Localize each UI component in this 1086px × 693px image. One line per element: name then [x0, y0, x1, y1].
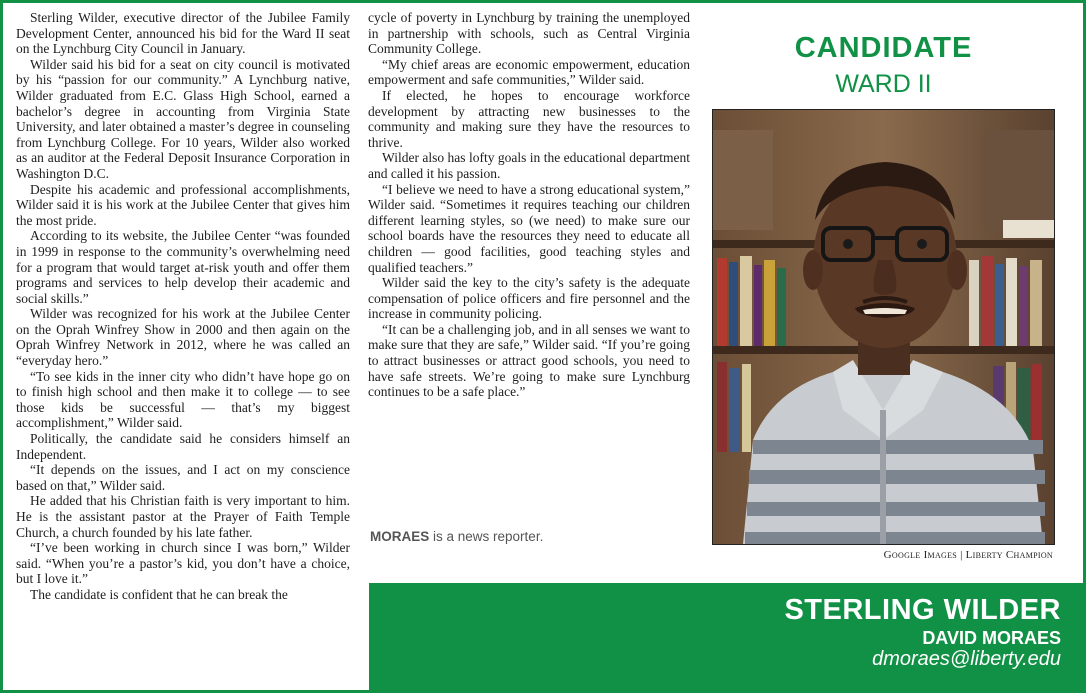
paragraph: Despite his academic and professional accomplishments, Wilder said it is his work at the Jubilee Center that gives him the most pride.: [16, 181, 350, 228]
candidate-name: STERLING WILDER: [784, 594, 1061, 626]
headline-banner: [369, 583, 1083, 690]
article-column-1: [16, 10, 350, 603]
paragraph: cycle of poverty in Lynchburg by training the unemployed in partnership with schools, such as Central Virginia Community College.: [368, 10, 690, 57]
paragraph: Wilder also has lofty goals in the educational department and called it his passion.: [368, 150, 690, 181]
author-email[interactable]: dmoraes@liberty.edu: [872, 648, 1061, 670]
byline-name: MORAES: [370, 529, 430, 544]
byline-text: is a news reporter.: [429, 529, 544, 544]
paragraph: The candidate is confident that he can break the: [30, 586, 288, 602]
portrait-illustration: [713, 110, 1054, 544]
paragraph: “It depends on the issues, and I act on my conscience based on that,” Wilder said.: [16, 462, 350, 493]
author-byline: [370, 529, 543, 544]
photo-credit: Google Images | Liberty Champion: [883, 549, 1053, 561]
paragraph: Wilder said his bid for a seat on city council is motivated by his “passion for our community.” A Lynchburg native, Wilder graduated from E.C. Glass High School, earned a bachelor’s degree in accounting from Virginia State University, and later obtained a master’s degree in counseling from Lynchburg College. For 10 years, Wilder also worked as an auditor at the Federal Deposit Insurance Corporation in Washington D.C.: [16, 56, 350, 181]
article-column-2: [368, 10, 690, 400]
paragraph: Wilder said the key to the city’s safety is the adequate compensation of police officers and fire personnel and the increase in community policing.: [368, 275, 690, 322]
candidate-photo: [712, 109, 1055, 545]
author-name: DAVID MORAES: [922, 628, 1061, 648]
paragraph: “It can be a challenging job, and in all senses we want to make sure that they are safe,” Wilder said. “If you’re going to attract businesses or attract good schools, you need to have safe streets. We’re going to make sure Lynchburg continues to be a safe place.”: [368, 321, 690, 400]
paragraph: According to its website, the Jubilee Center “was founded in 1999 in response to the community’s overwhelming need for a program that would target at-risk youth and offer them programs and services to help develop their academic and social skills.”: [16, 228, 350, 306]
sidebar-title: CANDIDATE: [794, 32, 973, 64]
paragraph: “I’ve been working in church since I was born,” Wilder said. “When you’re a pastor’s kid, you don’t have a choice, but I love it.”: [16, 540, 350, 587]
paragraph: If elected, he hopes to encourage workforce development by attracting new businesses to the community and making sure they have the resources to thrive.: [368, 87, 690, 150]
paragraph: “I believe we need to have a strong educational system,” Wilder said. “Sometimes it requires teaching our children different learning styles, so (we need) to make sure our school boards have the resources they need to educate all children — good facilities, good teaching styles and qualified teachers.”: [368, 181, 690, 275]
paragraph: “To see kids in the inner city who didn’t have hope go on to finish high school and then make it to college — to see those kids be successful — that’s my biggest accomplishment,” Wilder said.: [16, 368, 350, 431]
paragraph: “My chief areas are economic empowerment, education empowerment and safe communities,” Wilder said.: [368, 56, 690, 88]
sidebar-subtitle: WARD II: [835, 70, 932, 98]
paragraph: Wilder was recognized for his work at the Jubilee Center on the Oprah Winfrey Show in 2000 and then again on the Oprah Winfrey Network in 2012, where he was called an “everyday hero.”: [16, 306, 350, 369]
paragraph: Politically, the candidate said he considers himself an Independent.: [16, 431, 350, 462]
paragraph: He added that his Christian faith is very important to him. He is the assistant pastor at the Prayer of Faith Temple Church, a church founded by his late father.: [16, 493, 350, 540]
paragraph: Sterling Wilder, executive director of the Jubilee Family Development Center, announced his bid for the Ward II seat on the Lynchburg City Council in January.: [16, 10, 350, 57]
